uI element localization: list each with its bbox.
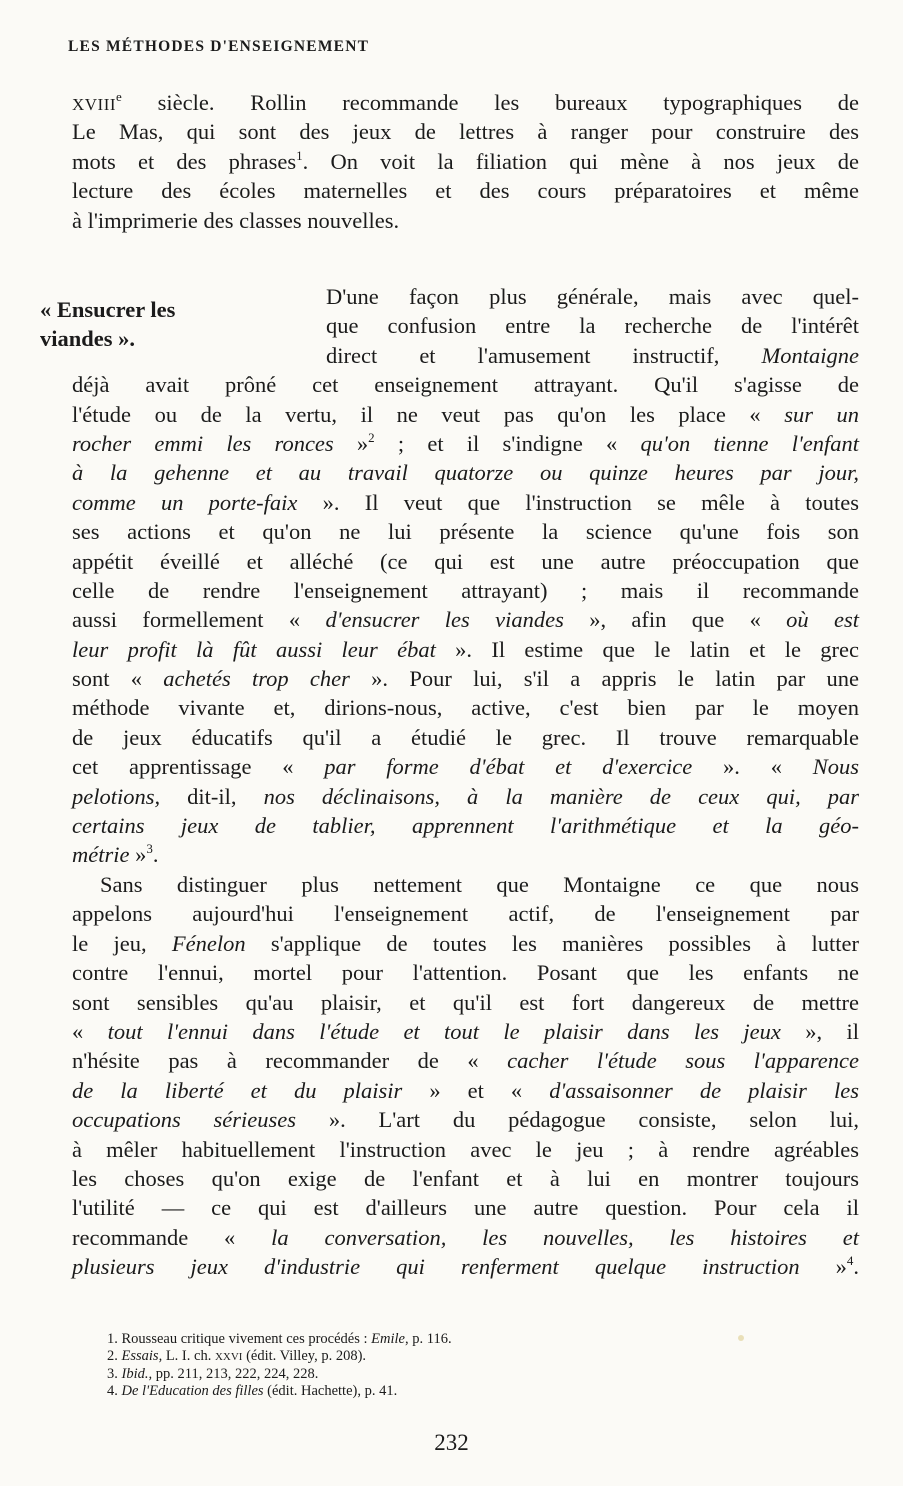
text-span: ». Pour lui, s'il a appris le latin par une	[349, 666, 859, 692]
italic-span: sur un	[784, 401, 859, 427]
text-line	[72, 1017, 859, 1046]
text-span: s'applique de toutes les manières possibles à lutter	[245, 930, 860, 956]
italic-span: d'assaisonner de plaisir les	[549, 1077, 859, 1103]
italic-span: de la liberté et du plaisir	[72, 1077, 403, 1103]
italic-span: De l'Education des filles	[121, 1383, 264, 1399]
footnote-3	[107, 1366, 452, 1383]
text-span: »	[799, 1254, 847, 1280]
text-span: recommande «	[72, 1224, 272, 1250]
page-number: 232	[434, 1430, 469, 1455]
text-line	[72, 605, 859, 634]
italic-span: Essais,	[121, 1348, 163, 1364]
paper-speck	[738, 1335, 744, 1341]
italic-span: où est	[786, 607, 860, 633]
footnote-ref: 2	[368, 429, 375, 445]
text-span: » et «	[402, 1077, 550, 1103]
text-line	[72, 1046, 859, 1075]
text-line: Sans distinguer plus nettement que Montaigne ce que nous	[100, 872, 859, 897]
text-line: à la gehenne et au travail quatorze ou quinze heures par jour,	[72, 460, 859, 486]
text-span: », il	[780, 1018, 859, 1044]
text-span: cet apprentissage «	[72, 754, 325, 780]
paragraph-intro	[72, 88, 859, 235]
text-line: à l'imprimerie des classes nouvelles.	[72, 207, 400, 233]
italic-span: métrie	[72, 842, 130, 868]
italic-span: Montaigne	[761, 342, 859, 368]
italic-span: achetés trop cher	[163, 666, 350, 692]
text-line: lecture des écoles maternelles et des cours préparatoires et même	[72, 178, 859, 204]
text-line	[72, 1252, 859, 1281]
running-head: LES MÉTHODES D'ENSEIGNEMENT	[68, 38, 370, 55]
footnote-ref: 1	[296, 147, 303, 163]
italic-span: occupations sérieuses	[72, 1107, 297, 1133]
text-span: ». Il veut que l'instruction se mêle à toutes	[297, 489, 860, 515]
text-line: de jeux éducatifs qu'il a étudié le grec. Il trouve remarquable	[72, 724, 859, 750]
text-line	[72, 400, 859, 429]
text-span: ; et il s'indigne «	[374, 430, 641, 456]
footnote-2	[107, 1348, 452, 1366]
text-line	[72, 664, 859, 693]
text-line: méthode vivante et, dirions-nous, active, c'est bien par le moyen	[72, 695, 859, 721]
text-span: n'hésite pas à recommander de «	[72, 1048, 508, 1074]
text-line: appétit éveillé et alléché (ce qui est une autre préoccupation que	[72, 548, 859, 574]
text-line: certains jeux de tablier, apprennent l'arithmétique et la géo-	[72, 813, 859, 839]
text-span: l'étude ou de la vertu, il ne veut pas qu'on les place «	[72, 401, 785, 427]
italic-span: Fénelon	[171, 930, 246, 956]
text-span: ». «	[692, 754, 813, 780]
text-span: L. I. ch.	[162, 1348, 215, 1364]
text-span: , p. 116.	[404, 1331, 452, 1347]
text-span: sont «	[72, 666, 164, 692]
text-line: D'une façon plus générale, mais avec quel-	[326, 284, 859, 309]
text-line	[72, 1076, 859, 1105]
text-span: 3.	[107, 1366, 122, 1382]
italic-span: cacher l'étude sous l'apparence	[507, 1048, 859, 1074]
small-caps-span: XXVI	[214, 1351, 243, 1363]
text-span: siècle. Rollin recommande les bureaux typographiques de	[157, 90, 859, 115]
text-line: l'utilité — ce qui est d'ailleurs une autre question. Pour cela il	[72, 1195, 859, 1221]
text-line: ses actions et qu'on ne lui présente la science qu'une fois son	[72, 519, 859, 545]
text-span: mots et des phrases	[72, 148, 297, 174]
text-line	[72, 1105, 859, 1134]
text-span: (édit. Villey, p. 208).	[242, 1348, 367, 1364]
text-span: »	[129, 842, 147, 868]
italic-span: Nous	[812, 754, 859, 780]
text-span: . On voit la filiation qui mène à nos jeux de	[302, 148, 860, 174]
italic-span: pelotions,	[72, 783, 161, 809]
text-span: (édit. Hachette), p. 41.	[263, 1383, 398, 1399]
text-line	[72, 752, 859, 781]
text-line: déjà avait prôné cet enseignement attrayant. Qu'il s'agisse de	[72, 372, 859, 398]
century-superscript: e	[116, 89, 122, 104]
text-line	[72, 1223, 859, 1252]
text-span: 4.	[107, 1383, 122, 1399]
text-line	[72, 147, 859, 176]
century-numeral: XVIII	[72, 95, 117, 114]
text-line: appelons aujourd'hui l'enseignement actif, de l'enseignement par	[72, 901, 859, 927]
italic-span: comme un porte-faix	[72, 489, 298, 515]
text-line: les choses qu'on exige de l'enfant et à lui en montrer toujours	[72, 1165, 859, 1191]
text-span: .	[152, 842, 159, 868]
text-span: le jeu,	[72, 930, 172, 956]
text-line	[72, 488, 859, 517]
italic-span: rocher emmi les ronces	[72, 430, 334, 456]
footnote-ref: 4	[846, 1253, 854, 1269]
italic-span: Ibid.,	[121, 1366, 153, 1382]
text-line: que confusion entre la recherche de l'intérêt	[326, 313, 859, 339]
italic-span: nos déclinaisons, à la manière de ceux qui, par	[263, 783, 859, 809]
text-line	[72, 635, 859, 664]
side-heading-line: « Ensucrer les	[40, 297, 176, 322]
text-line: sont sensibles qu'au plaisir, et qu'il est fort dangereux de mettre	[72, 989, 859, 1015]
text-span: 1. Rousseau critique vivement ces procédés :	[107, 1331, 372, 1347]
text-line: à mêler habituellement l'instruction avec le jeu ; à rendre agréables	[72, 1136, 859, 1162]
text-line: celle de rendre l'enseignement attrayant) ; mais il recommande	[72, 577, 859, 603]
text-line	[326, 341, 859, 370]
paragraph-montaigne	[72, 282, 859, 870]
side-heading-line: viandes ».	[40, 326, 136, 351]
text-span: »	[333, 430, 369, 456]
text-line	[72, 429, 859, 458]
text-span: ». L'art du pédagogue consiste, selon lui,	[296, 1107, 859, 1133]
italic-span: d'ensucrer les viandes	[325, 607, 564, 633]
text-span: », afin que «	[563, 607, 787, 633]
italic-span: leur profit là fût aussi leur ébat	[72, 636, 436, 662]
text-line	[72, 782, 859, 811]
text-span: pp. 211, 213, 222, 224, 228.	[152, 1366, 319, 1382]
text-line	[72, 88, 859, 117]
footnote-4	[107, 1383, 452, 1400]
footnote-ref: 3	[146, 841, 153, 857]
footnotes	[107, 1331, 452, 1400]
text-span: direct et l'amusement instructif,	[326, 342, 762, 368]
text-line: Le Mas, qui sont des jeux de lettres à ranger pour construire des	[72, 119, 859, 145]
text-line	[72, 929, 859, 958]
italic-span: tout l'ennui dans l'étude et tout le plaisir dans les jeux	[107, 1018, 781, 1044]
text-span: aussi formellement «	[72, 607, 326, 633]
text-line	[72, 840, 859, 869]
italic-span: qu'on tienne l'enfant	[640, 430, 860, 456]
text-span: 2.	[107, 1348, 122, 1364]
text-span: ». Il estime que le latin et le grec	[435, 636, 859, 662]
italic-span: plusieurs jeux d'industrie qui renferment quelque instruction	[72, 1254, 800, 1280]
text-span: «	[72, 1018, 108, 1044]
text-span: .	[853, 1254, 859, 1280]
text-span: dit-il,	[160, 783, 264, 809]
paragraph-fenelon	[72, 870, 859, 1281]
italic-span: Emile	[371, 1331, 405, 1347]
footnote-1	[107, 1331, 452, 1348]
italic-span: par forme d'ébat et d'exercice	[324, 754, 693, 780]
text-line: contre l'ennui, mortel pour l'attention. Posant que les enfants ne	[72, 960, 859, 986]
italic-span: la conversation, les nouvelles, les histoires et	[271, 1224, 859, 1250]
